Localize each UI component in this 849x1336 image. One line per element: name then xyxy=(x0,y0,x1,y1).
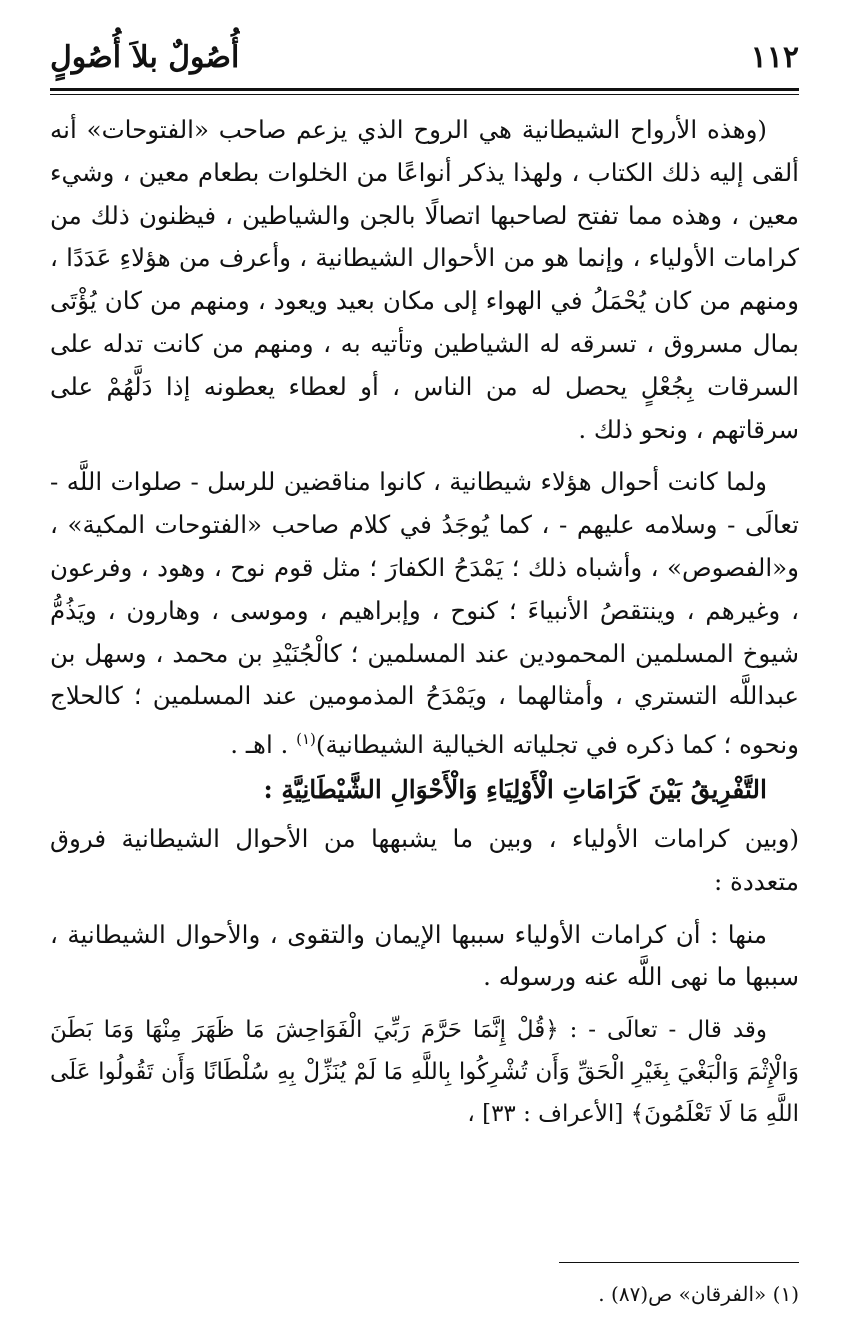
paragraph-3: (وبين كرامات الأولياء ، وبين ما يشبهها من الأحوال الشيطانية فروق متعددة : xyxy=(50,823,799,896)
quran-reference: [الأعراف : ٣٣] ، xyxy=(467,1101,631,1128)
page-header xyxy=(50,40,799,88)
quran-verse: ﴿قُلْ إِنَّمَا حَرَّمَ رَبِّيَ الْفَوَاحِشَ مَا ظَهَرَ مِنْهَا وَمَا بَطَنَ وَالْإِثْمَ وَالْبَغْيَ بِغَيْرِ الْحَقِّ وَأَن تُشْرِكُوا بِاللَّهِ مَا لَمْ يُنَزِّلْ بِهِ سُلْطَانًا وَأَن تَقُولُوا عَلَى اللَّهِ مَا لَا تَعْلَمُونَ﴾ xyxy=(50,1017,799,1128)
paragraph-2-end: . اهـ . xyxy=(230,730,297,760)
paragraph-1: (وهذه الأرواح الشيطانية هي الروح الذي يزعم صاحب «الفتوحات» أنه ألقى إليه ذلك الكتاب ، ولهذا يذكر أنواعًا من الخلوات بطعام معين ، وشيء معين ، وهذه مما تفتح لصاحبها اتصالًا بالجن والشياطين ، فيظنون ذلك من كرامات الأولياء ، وإنما هو من الأحوال الشيطانية ، وأعرف من هؤلاءِ عَدَدًا ، ومنهم من كان يُحْمَلُ في الهواء إلى مكان بعيد ويعود ، ومنهم من كان يُؤْتَى بمال مسروق ، تسرقه له الشياطين وتأتيه به ، ومنهم من كانت تدله على السرقات بِجُعْلٍ يحصل له من الناس ، أو لعطاء يعطونه إذا دَلَّهُمْ على سرقاتهم ، ونحو ذلك . xyxy=(50,115,799,444)
main-text xyxy=(50,109,799,1135)
quran-intro: وقد قال - تعالَى - : xyxy=(558,1017,767,1044)
footnote-divider xyxy=(559,1262,799,1263)
paragraph-2-text: ولما كانت أحوال هؤلاء شيطانية ، كانوا مناقضين للرسل - صلوات اللَّه - تعالَى - وسلامه عليهم - ، كما يُوجَدُ في كلام صاحب «الفتوحات المكية» ، و«الفصوص» ، وأشباه ذلك ؛ يَمْدَحُ الكفارَ ؛ مثل قوم نوح ، وهود ، وفرعون ، وغيرهم ، وينتقصُ الأنبياءَ ؛ كنوح ، وإبراهيم ، وموسى ، وهارون ، ويَذُمُّ شيوخ المسلمين المحمودين عند المسلمين ؛ كالْجُنَيْدِ بن محمد ، وسهل بن عبداللَّه التستري ، وأمثالهما ، ويَمْدَحُ المذمومين عند المسلمين ؛ كالحلاج ونحوه ؛ كما ذكره في تجلياته الخيالية الشيطانية) xyxy=(50,467,799,760)
footnote-marker: (١) xyxy=(296,730,316,749)
quran-paragraph xyxy=(50,1009,799,1135)
running-title: أُصُولٌ بلاَ أُصُولٍ xyxy=(50,40,240,75)
section-heading: التَّفْرِيقُ بَيْنَ كَرَامَاتِ الْأَوْلِيَاءِ وَالْأَحْوَالِ الشَّيْطَانِيَّةِ : xyxy=(263,775,767,805)
footnote: (١) «الفرقان» ص(٨٧) . xyxy=(598,1282,799,1306)
page-number: ١١٢ xyxy=(750,40,799,75)
paragraph-4: منها : أن كرامات الأولياء سببها الإيمان والتقوى ، والأحوال الشيطانية ، سببها ما نهى اللَّه عنه ورسوله . xyxy=(50,919,799,992)
header-divider xyxy=(50,88,799,95)
paragraph-2 xyxy=(50,461,799,767)
